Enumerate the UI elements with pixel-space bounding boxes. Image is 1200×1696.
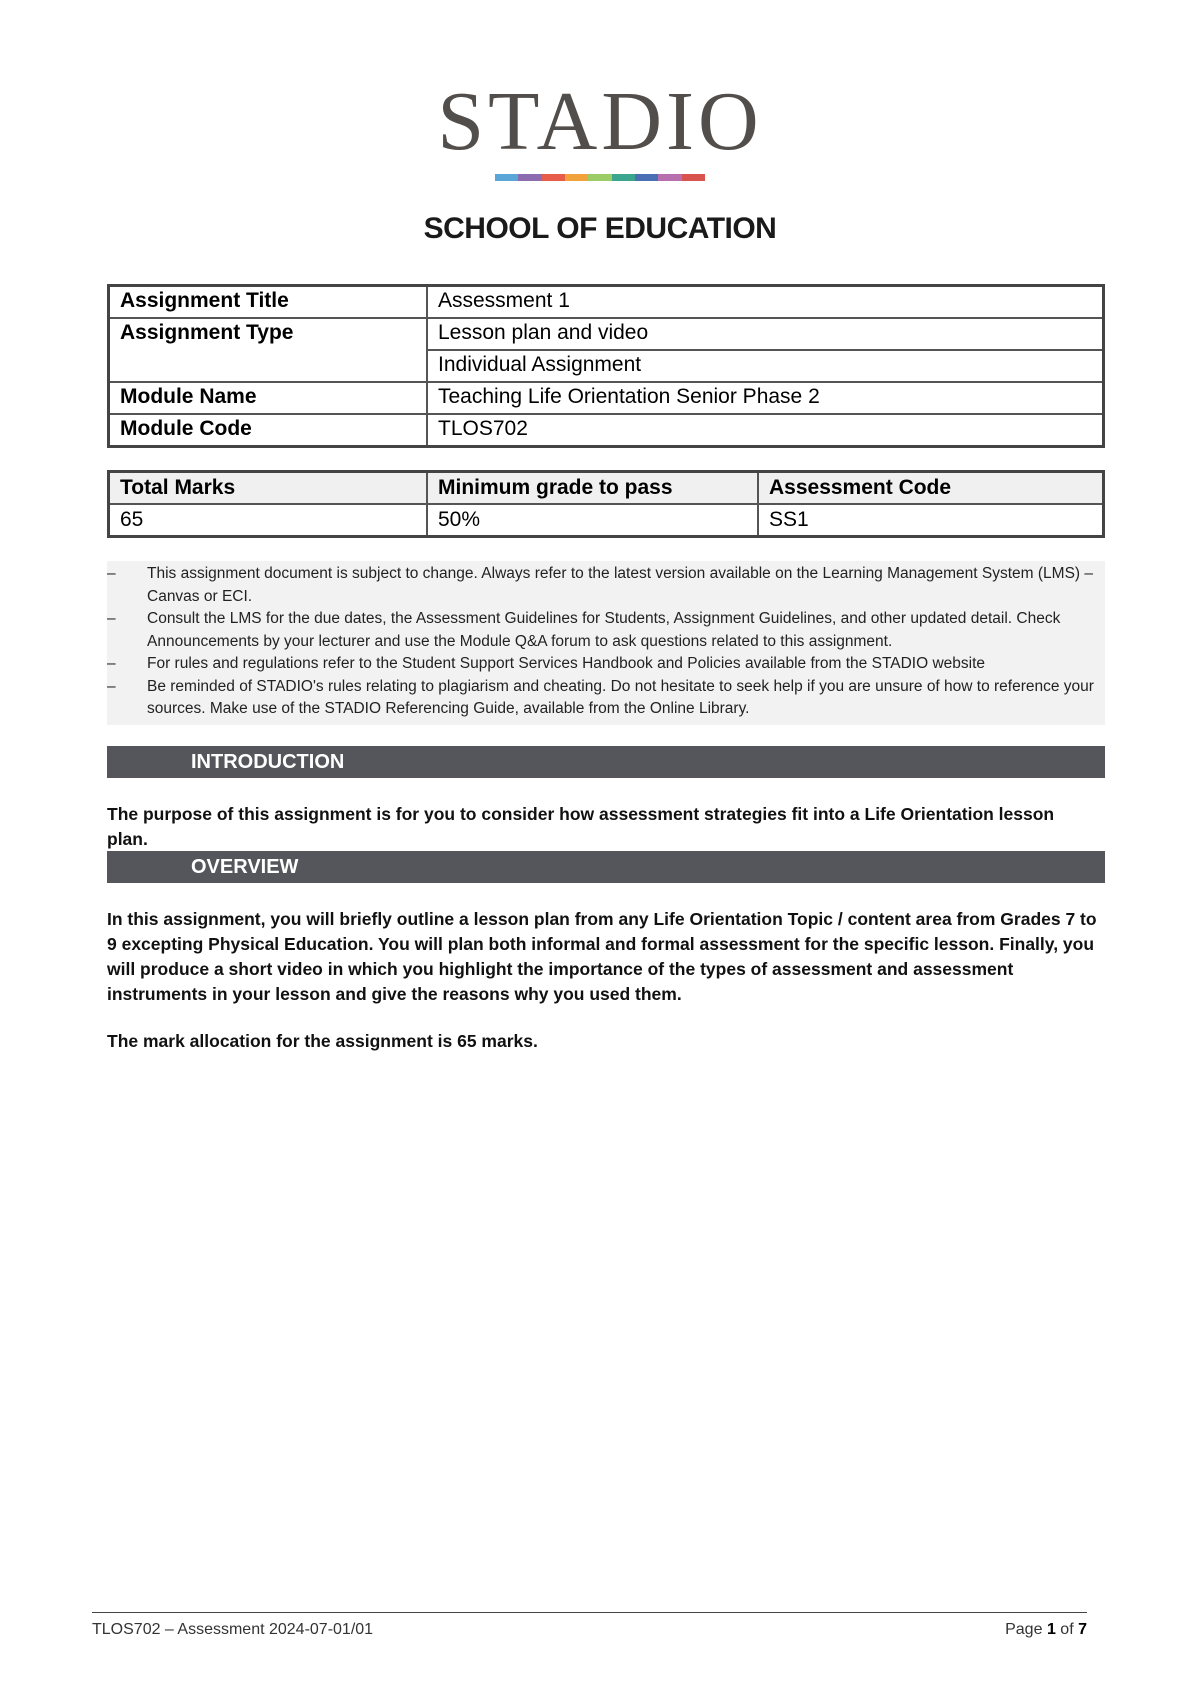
total-marks-value: 65	[109, 504, 428, 537]
dash-bullet: –	[107, 565, 116, 582]
module-name-label: Module Name	[109, 382, 428, 414]
mark-allocation-text: The mark allocation for the assignment is 65 marks.	[107, 1031, 538, 1051]
note-item	[107, 608, 1105, 653]
logo-stripe-segment	[612, 174, 635, 181]
dash-bullet: –	[107, 655, 116, 672]
note-item	[107, 676, 1105, 721]
note-text: For rules and regulations refer to the Student Support Services Handbook and Policies available from the STADIO website	[147, 655, 986, 672]
assignment-info-table	[107, 284, 1105, 448]
table-row	[109, 286, 1104, 319]
notes-box	[107, 561, 1105, 725]
assignment-type-value: Lesson plan and video	[427, 318, 1104, 350]
minimum-grade-value: 50%	[427, 504, 758, 537]
school-title: SCHOOL OF EDUCATION	[423, 212, 777, 245]
introduction-heading: INTRODUCTION	[107, 746, 1105, 778]
table-row	[109, 504, 1104, 537]
footer-page-number	[1005, 1621, 1087, 1639]
minimum-grade-header: Minimum grade to pass	[427, 472, 758, 505]
assignment-title-value: Assessment 1	[427, 286, 1104, 319]
logo-stripe-segment	[682, 174, 705, 181]
logo-text: STADIO	[437, 75, 763, 168]
module-code-value: TLOS702	[427, 414, 1104, 447]
assignment-title-label: Assignment Title	[109, 286, 428, 319]
dash-bullet: –	[107, 610, 116, 627]
footer-document-ref: TLOS702 – Assessment 2024-07-01/01	[92, 1621, 374, 1638]
page-total: 7	[1078, 1621, 1087, 1638]
page-current: 1	[1046, 1621, 1056, 1638]
logo-stripe-segment	[588, 174, 611, 181]
stadio-logo	[0, 75, 1200, 181]
table-row	[109, 414, 1104, 447]
note-text: Be reminded of STADIO's rules relating to plagiarism and cheating. Do not hesitate to seek help if you are unsure of how to reference your sources. Make use of the STADIO Referencing Guide, available from the Online Library.	[147, 677, 1094, 717]
dash-bullet: –	[107, 677, 116, 695]
module-name-value: Teaching Life Orientation Senior Phase 2	[427, 382, 1104, 414]
table-header-row	[109, 472, 1104, 505]
logo-stripe-segment	[565, 174, 588, 181]
page-of-word: of	[1060, 1621, 1074, 1638]
logo-stripe-segment	[542, 174, 565, 181]
overview-heading: OVERVIEW	[107, 851, 1105, 883]
page-word: Page	[1005, 1621, 1043, 1638]
assignment-type-value: Individual Assignment	[427, 350, 1104, 382]
table-row	[109, 318, 1104, 350]
total-marks-header: Total Marks	[109, 472, 428, 505]
note-text: This assignment document is subject to change. Always refer to the latest version available on the Learning Management System (LMS) – Canvas or ECI.	[147, 565, 1093, 605]
assignment-type-label: Assignment Type	[109, 318, 428, 382]
assessment-code-value: SS1	[758, 504, 1104, 537]
table-row	[109, 382, 1104, 414]
module-code-label: Module Code	[109, 414, 428, 447]
logo-stripe-segment	[495, 174, 518, 181]
overview-text: In this assignment, you will briefly outline a lesson plan from any Life Orientation Topic / content area from Grades 7 to 9 excepting Physical Education. You will plan both informal and formal assessment for the specific lesson. Finally, you will produce a short video in which you highlight the importance of the types of assessment and assessment instruments in your lesson and give the reasons why you used them.	[107, 909, 1097, 1004]
page-footer	[92, 1612, 1087, 1639]
note-item	[107, 563, 1105, 608]
assessment-code-header: Assessment Code	[758, 472, 1104, 505]
logo-color-stripe	[495, 174, 705, 181]
note-text: Consult the LMS for the due dates, the Assessment Guidelines for Students, Assignment Guidelines, and other updated detail. Check Announcements by your lecturer and use the Module Q&A forum to ask questions related to this assignment.	[147, 610, 1061, 650]
marks-table	[107, 470, 1105, 538]
logo-stripe-segment	[658, 174, 681, 181]
note-item	[107, 653, 1105, 676]
introduction-text: The purpose of this assignment is for you to consider how assessment strategies fit into a Life Orientation lesson plan.	[107, 804, 1055, 849]
logo-stripe-segment	[518, 174, 541, 181]
logo-stripe-segment	[635, 174, 658, 181]
